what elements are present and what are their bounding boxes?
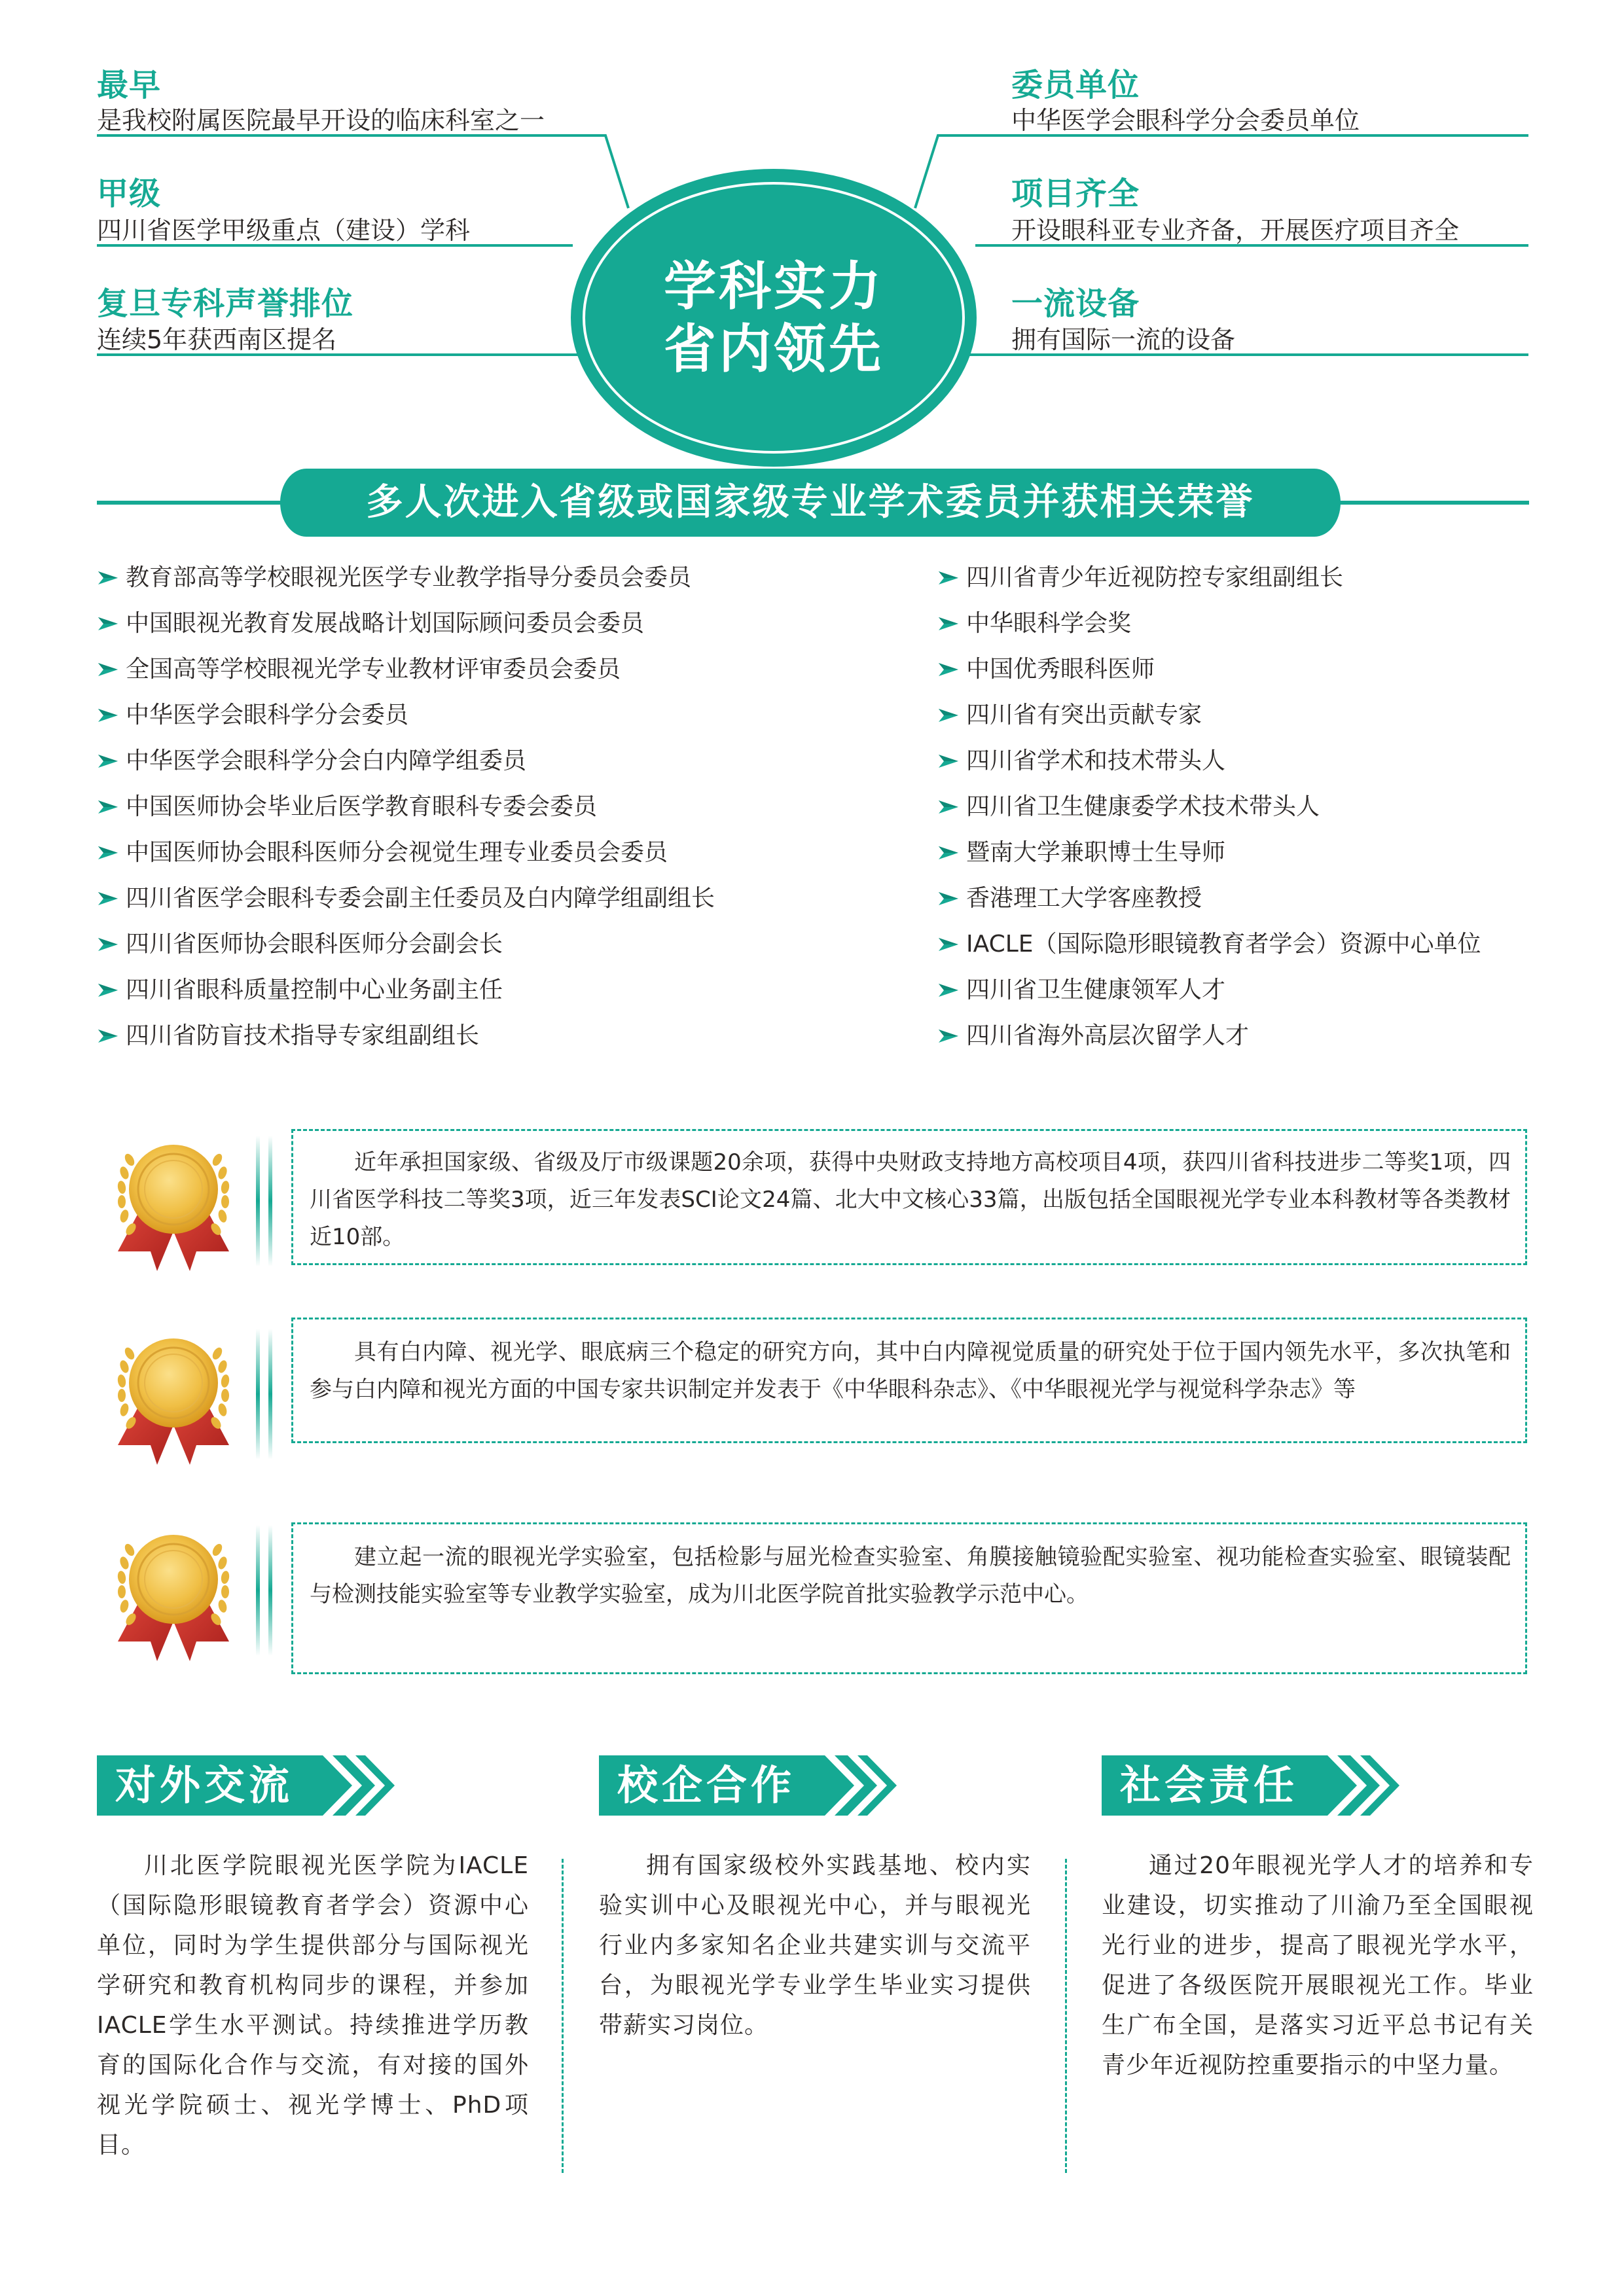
- gradient-bar: [268, 1525, 272, 1656]
- arrow-right-icon: [97, 616, 119, 632]
- arrow-right-icon: [937, 753, 960, 769]
- honor-list-item: [937, 692, 1481, 738]
- column-title: 社会责任: [1120, 1761, 1299, 1809]
- arrow-right-icon: [937, 891, 960, 906]
- honor-list-item: [97, 830, 715, 876]
- honor-text: 四川省医学会眼科专委会副主任委员及白内障学组副组长: [126, 885, 715, 912]
- achievement-text: 近年承担国家级、省级及厅市级课题20余项，获得中央财政支持地方高校项目4项，获四川省科技进步二等奖1项，四川省医学科技二等奖3项，近三年发表SCI论文24篇、北大中文核心33篇，出版包括全国眼视光学专业本科教材等各类教材近10部。: [310, 1149, 1511, 1250]
- column-text-social-responsibility: 通过20年眼视光学人才的培养和专业建设，切实推动了川渝乃至全国眼视光行业的进步，提高了眼视光学水平，促进了各级医院开展眼视光工作。毕业生广布全国，是落实习近平总书记有关青少年近视防控重要指示的中坚力量。: [1102, 1852, 1534, 2079]
- honors-banner: [280, 469, 1341, 537]
- honor-text: 四川省学术和技术带头人: [966, 747, 1226, 774]
- honor-text: 教育部高等学校眼视光医学专业教学指导分委员会委员: [126, 564, 692, 591]
- gradient-bar: [268, 1329, 272, 1460]
- honor-list-item: [937, 922, 1481, 967]
- column-title: 对外交流: [115, 1761, 294, 1809]
- honor-list-item: [937, 784, 1481, 830]
- arrow-right-icon: [937, 982, 960, 998]
- honor-text: 四川省卫生健康委学术技术带头人: [966, 793, 1320, 820]
- arrow-right-icon: [97, 982, 119, 998]
- honor-text: 中国医师协会毕业后医学教育眼科专委会委员: [126, 793, 598, 820]
- achievement-box-laboratory: [291, 1522, 1527, 1674]
- feature-desc-fudan-ranking: 连续5年获西南区提名: [97, 325, 337, 354]
- honor-list-item: [97, 738, 715, 784]
- honors-list-left: [97, 555, 715, 1059]
- arrow-right-icon: [97, 891, 119, 906]
- honors-list-right: [937, 555, 1481, 1059]
- column-text-international-exchange: 川北医学院眼视光医学院为IACLE（国际隐形眼镜教育者学会）资源中心单位，同时为学生提供部分与国际视光学研究和教育机构同步的课程，并参加IACLE学生水平测试。持续推进学历教育的国际化合作与交流，有对接的国外视光学院硕士、视光学博士、PhD项目。: [97, 1852, 529, 2159]
- achievement-text: 具有白内障、视光学、眼底病三个稳定的研究方向，其中白内障视觉质量的研究处于位于国内领先水平，多次执笔和参与白内障和视光方面的中国专家共识制定并发表于《中华眼科杂志》、《中华眼视光学与视觉科学杂志》等: [310, 1339, 1511, 1403]
- honor-text: 四川省海外高层次留学人才: [966, 1022, 1250, 1049]
- feature-title-equipment: 一流设备: [1011, 285, 1140, 322]
- center-title: [571, 255, 977, 381]
- column-title: 校企合作: [617, 1761, 796, 1809]
- column-divider: [1065, 1859, 1067, 2173]
- honor-list-item: [97, 922, 715, 967]
- honor-list-item: [97, 1013, 715, 1059]
- honor-list-item: [97, 555, 715, 601]
- honor-text: 四川省有突出贡献专家: [966, 702, 1202, 728]
- arrow-right-icon: [937, 845, 960, 861]
- gradient-bar: [256, 1525, 260, 1656]
- honor-text: 香港理工大学客座教授: [966, 885, 1202, 912]
- feature-title-committee-unit: 委员单位: [1011, 67, 1140, 103]
- honor-text: 中国眼视光教育发展战略计划国际顾问委员会委员: [126, 610, 645, 637]
- arrow-right-icon: [97, 845, 119, 861]
- honor-list-item: [937, 967, 1481, 1013]
- honor-list-item: [97, 784, 715, 830]
- honor-list-item: [937, 647, 1481, 692]
- arrow-right-icon: [97, 1028, 119, 1044]
- honor-text: 中国医师协会眼科医师分会视觉生理专业委员会委员: [126, 839, 668, 866]
- feature-desc-committee-unit: 中华医学会眼科学分会委员单位: [1011, 106, 1360, 135]
- medal-icon: [98, 1127, 249, 1278]
- medal-icon: [98, 1517, 249, 1668]
- gradient-bar: [256, 1329, 260, 1460]
- feature-desc-equipment: 拥有国际一流的设备: [1011, 325, 1236, 354]
- honor-text: 中华医学会眼科学分会委员: [126, 702, 409, 728]
- honor-text: 四川省医师协会眼科医师分会副会长: [126, 931, 503, 958]
- achievement-text: 建立起一流的眼视光学实验室，包括检影与屈光检查实验室、角膜接触镜验配实验室、视功能检查实验室、眼镜装配与检测技能实验室等专业教学实验室，成为川北医学院首批实验教学示范中心。: [310, 1544, 1511, 1607]
- arrow-right-icon: [97, 708, 119, 723]
- feature-desc-earliest: 是我校附属医院最早开设的临床科室之一: [97, 106, 545, 135]
- gradient-bar: [256, 1136, 260, 1266]
- medal-icon: [98, 1321, 249, 1471]
- honor-text: IACLE（国际隐形眼镜教育者学会）资源中心单位: [966, 931, 1481, 958]
- column-divider: [562, 1859, 564, 2173]
- honor-text: 四川省青少年近视防控专家组副组长: [966, 564, 1344, 591]
- honor-list-item: [97, 876, 715, 922]
- arrow-right-icon: [937, 570, 960, 586]
- honor-text: 暨南大学兼职博士生导师: [966, 839, 1226, 866]
- arrow-right-icon: [937, 937, 960, 952]
- honor-list-item: [937, 1013, 1481, 1059]
- honor-text: 四川省眼科质量控制中心业务副主任: [126, 977, 503, 1003]
- arrow-right-icon: [937, 708, 960, 723]
- feature-title-fudan-ranking: 复旦专科声誉排位: [97, 285, 354, 322]
- achievement-box-research: [291, 1129, 1527, 1265]
- feature-desc-complete-projects: 开设眼科亚专业齐备，开展医疗项目齐全: [1011, 216, 1460, 245]
- arrow-right-icon: [937, 799, 960, 815]
- arrow-right-icon: [97, 662, 119, 677]
- honor-list-item: [937, 555, 1481, 601]
- center-title-line2: 省内领先: [664, 318, 884, 380]
- honor-list-item: [937, 830, 1481, 876]
- feature-title-complete-projects: 项目齐全: [1011, 175, 1140, 212]
- arrow-right-icon: [97, 570, 119, 586]
- honor-text: 四川省防盲技术指导专家组副组长: [126, 1022, 480, 1049]
- honor-list-item: [97, 967, 715, 1013]
- arrow-right-icon: [97, 753, 119, 769]
- feature-title-grade-a: 甲级: [97, 175, 162, 212]
- arrow-right-icon: [937, 1028, 960, 1044]
- center-title-line1: 学科实力: [664, 255, 884, 317]
- feature-title-earliest: 最早: [97, 67, 162, 103]
- feature-desc-grade-a: 四川省医学甲级重点（建设）学科: [97, 216, 471, 245]
- center-oval: [571, 169, 977, 467]
- honor-list-item: [937, 601, 1481, 647]
- column-text-school-enterprise: 拥有国家级校外实践基地、校内实验实训中心及眼视光中心，并与眼视光行业内多家知名企业共建实训与交流平台，为眼视光学专业学生毕业实习提供带薪实习岗位。: [599, 1852, 1031, 2039]
- honor-text: 中华医学会眼科学分会白内障学组委员: [126, 747, 527, 774]
- honor-text: 中国优秀眼科医师: [966, 656, 1155, 683]
- honor-list-item: [97, 601, 715, 647]
- honor-list-item: [97, 692, 715, 738]
- honor-text: 中华眼科学会奖: [966, 610, 1132, 637]
- honor-list-item: [937, 738, 1481, 784]
- honors-banner-title: 多人次进入省级或国家级专业学术委员并获相关荣誉: [366, 481, 1255, 524]
- arrow-right-icon: [937, 616, 960, 632]
- honor-list-item: [97, 647, 715, 692]
- honor-text: 全国高等学校眼视光学专业教材评审委员会委员: [126, 656, 621, 683]
- arrow-right-icon: [97, 799, 119, 815]
- gradient-bar: [268, 1136, 272, 1266]
- honor-text: 四川省卫生健康领军人才: [966, 977, 1226, 1003]
- honor-list-item: [937, 876, 1481, 922]
- achievement-box-directions: [291, 1318, 1527, 1443]
- arrow-right-icon: [97, 937, 119, 952]
- arrow-right-icon: [937, 662, 960, 677]
